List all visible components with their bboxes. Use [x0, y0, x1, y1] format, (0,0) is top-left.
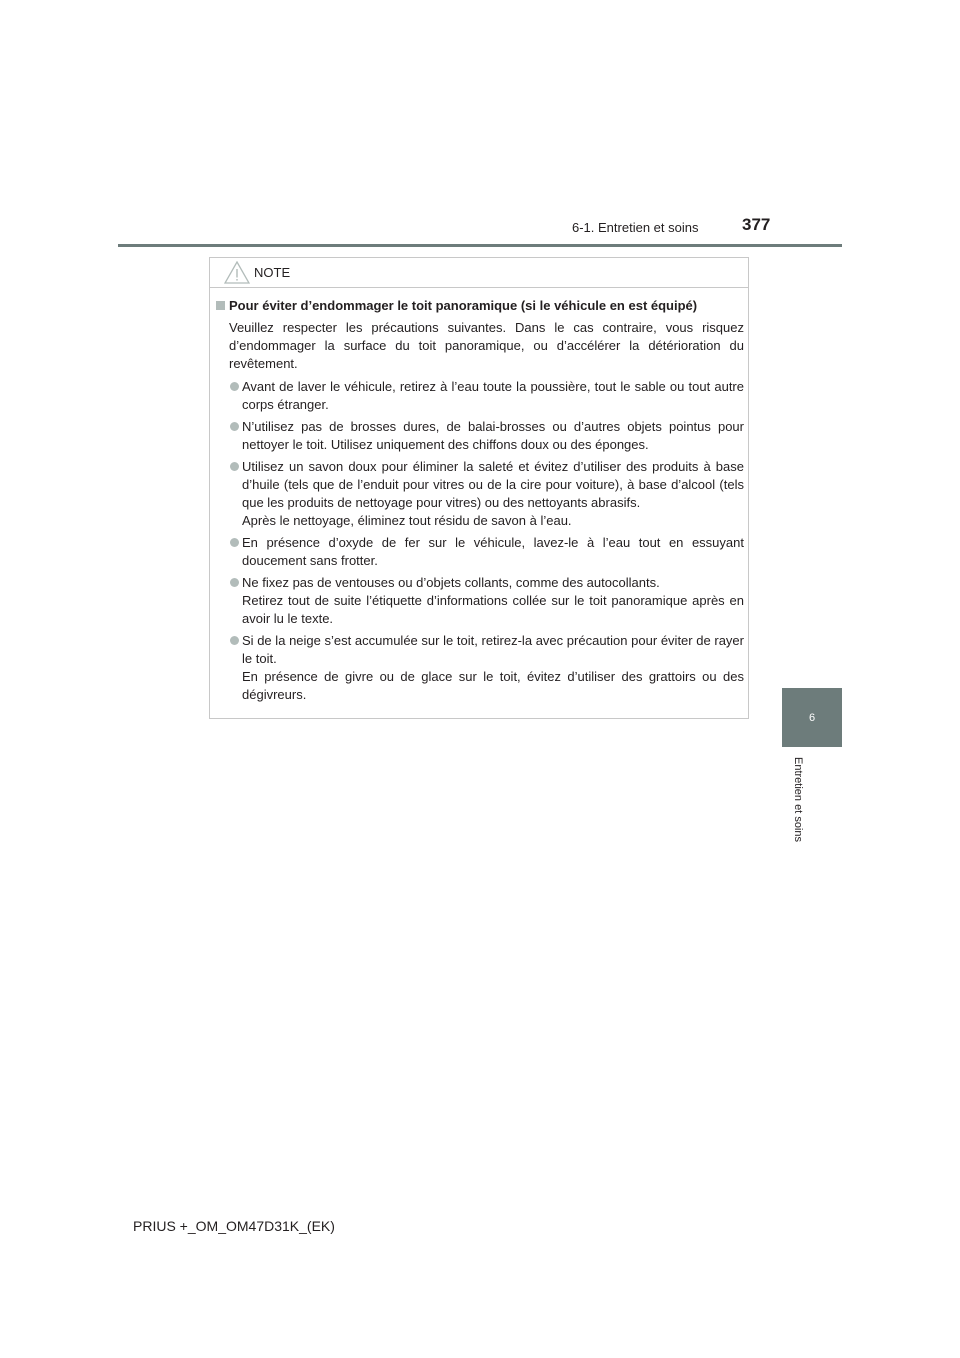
- bullet-item: [216, 574, 744, 628]
- header-section-title: 6-1. Entretien et soins: [572, 220, 699, 235]
- bullet-line: N’utilisez pas de brosses dures, de balai-brosses ou d’autres objets pointus pour nettoyer le toit. Utilisez uniquement des chiffons doux ou des éponges.: [242, 419, 744, 452]
- bullet-line: Si de la neige s’est accumulée sur le toit, retirez-la avec précaution pour éviter de rayer le toit.: [242, 633, 744, 666]
- square-bullet-icon: [216, 301, 225, 310]
- page-number: 377: [742, 215, 771, 234]
- bullet-line: Utilisez un savon doux pour éliminer la saleté et évitez d’utiliser des produits à base d’huile (tels que de l’enduit pour vitres ou de la cire pour voiture), à base d’alcool (tels que les produits de nettoyage pour vitres) ou des nettoyants abrasifs.: [242, 459, 744, 510]
- bullet-item: [216, 632, 744, 704]
- document-footer: PRIUS +_OM_OM47D31K_(EK): [133, 1218, 335, 1234]
- note-box: [209, 257, 749, 719]
- bullet-line: Ne fixez pas de ventouses ou d’objets collants, comme des autocollants.: [242, 575, 660, 590]
- round-bullet-icon: [230, 636, 239, 645]
- note-item-heading: [216, 297, 744, 315]
- round-bullet-icon: [230, 462, 239, 471]
- bullet-line: Avant de laver le véhicule, retirez à l’eau toute la poussière, tout le sable ou tout autre corps étranger.: [242, 379, 744, 412]
- bullet-item: [216, 534, 744, 570]
- note-heading-text: Pour éviter d’endommager le toit panoramique (si le véhicule en est équipé): [229, 298, 698, 313]
- bullet-line: En présence d’oxyde de fer sur le véhicule, lavez-le à l’eau tout en essuyant doucement sans frotter.: [242, 535, 744, 568]
- bullet-list: [216, 378, 744, 704]
- bullet-item: [216, 378, 744, 414]
- chapter-number: 6: [808, 711, 816, 724]
- note-content: [216, 297, 744, 708]
- bullet-line: Après le nettoyage, éliminez tout résidu de savon à l’eau.: [242, 513, 572, 528]
- bullet-line: En présence de givre ou de glace sur le toit, évitez d’utiliser des grattoirs ou des dégivreurs.: [242, 669, 744, 702]
- bullet-item: [216, 418, 744, 454]
- header-divider: [118, 244, 842, 247]
- round-bullet-icon: [230, 382, 239, 391]
- round-bullet-icon: [230, 538, 239, 547]
- chapter-tab: [782, 688, 842, 747]
- round-bullet-icon: [230, 578, 239, 587]
- bullet-item: [216, 458, 744, 530]
- chapter-title: Entretien et soins: [792, 757, 804, 842]
- note-header: [210, 258, 748, 288]
- note-intro: Veuillez respecter les précautions suivantes. Dans le cas contraire, vous risquez d’endommager la surface du toit panoramique, ou d’accélérer la détérioration du revêtement.: [229, 320, 744, 371]
- warning-triangle-icon: [224, 261, 250, 284]
- note-label: NOTE: [254, 265, 291, 280]
- round-bullet-icon: [230, 422, 239, 431]
- bullet-line: Retirez tout de suite l’étiquette d’informations collée sur le toit panoramique après en avoir lu le texte.: [242, 593, 744, 626]
